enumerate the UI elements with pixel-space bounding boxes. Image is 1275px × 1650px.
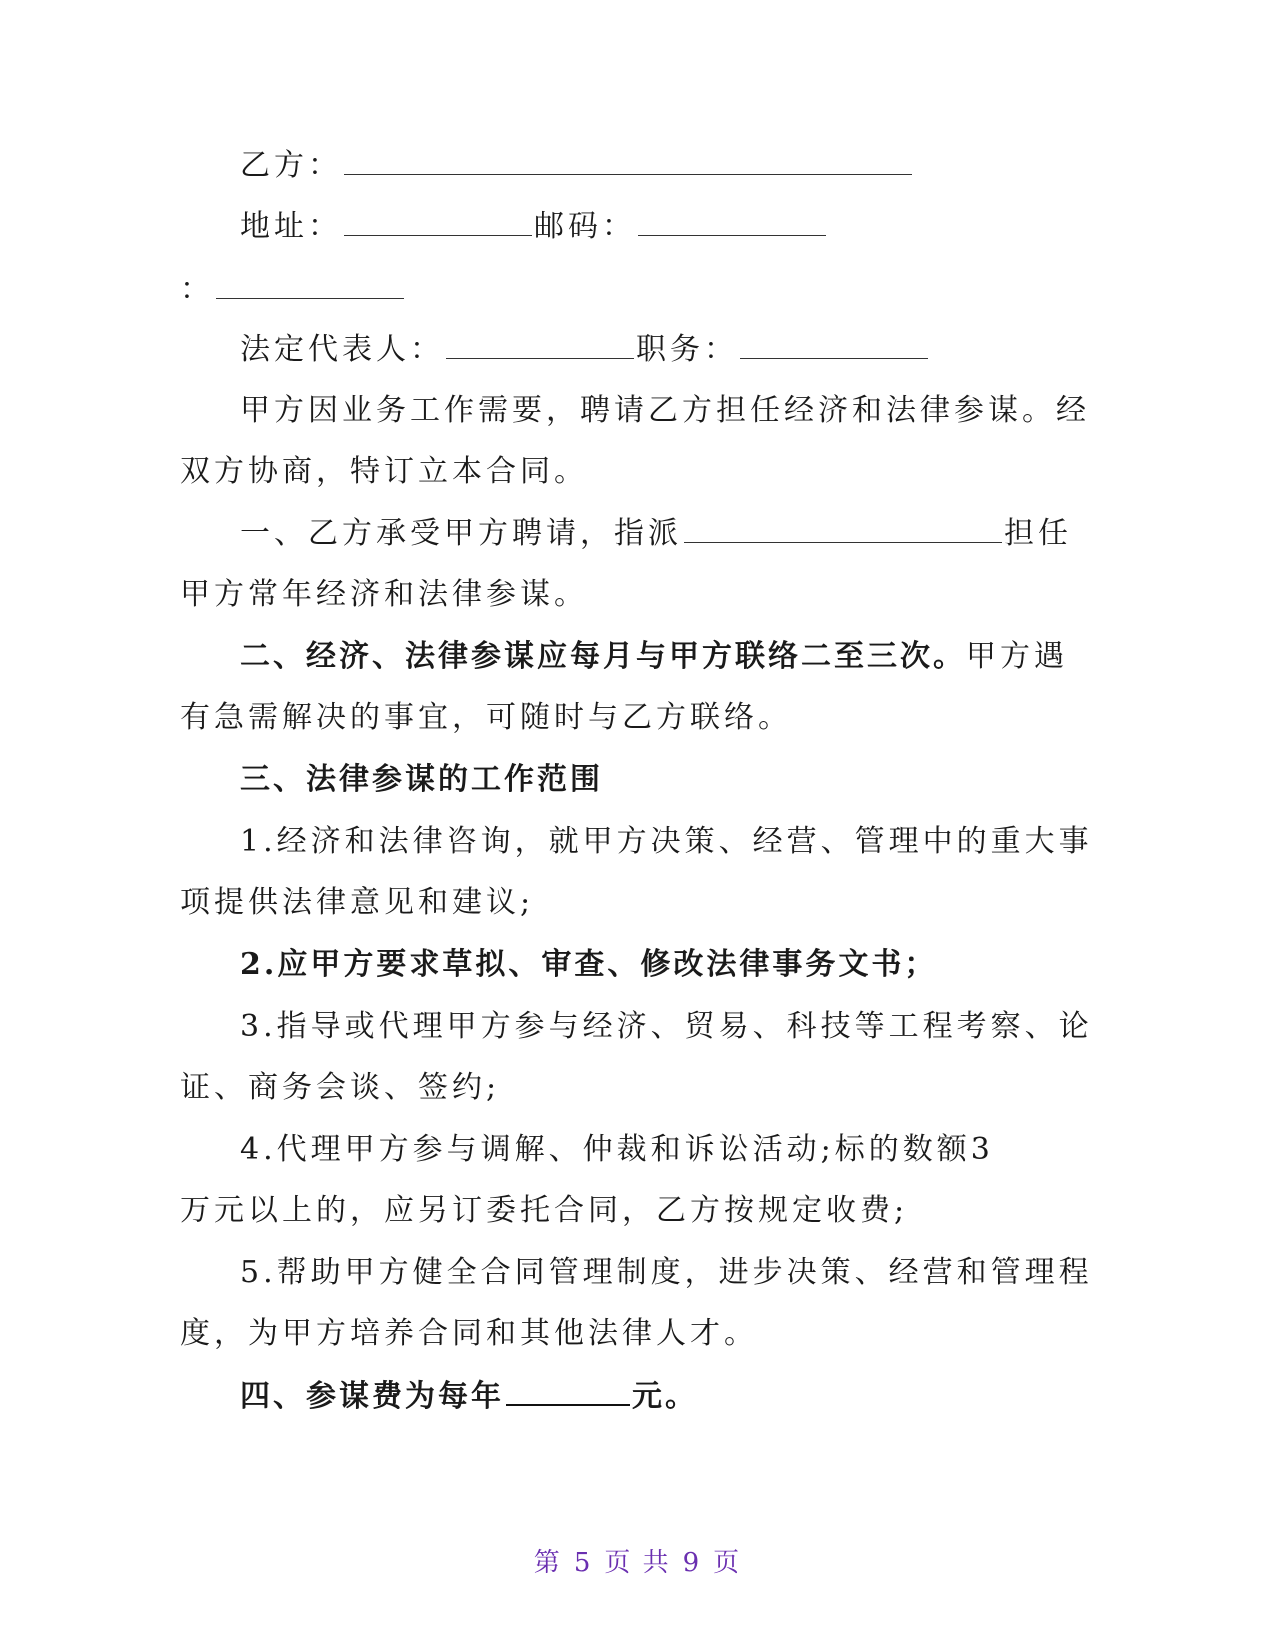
clause2-rest-text: 甲方遇 bbox=[966, 639, 1068, 674]
clause3-item2: 2.应甲方要求草拟、审查、修改法律事务文书； bbox=[240, 947, 938, 982]
clause2-bold-text: 二、经济、法律参谋应每月与甲方联络二至三次。 bbox=[240, 639, 966, 674]
party-b-blank bbox=[344, 148, 912, 175]
extra-label: ： bbox=[180, 272, 214, 307]
page-footer bbox=[0, 1542, 1275, 1579]
postcode-blank bbox=[638, 209, 826, 236]
position-blank bbox=[740, 332, 928, 359]
footer-suffix: 页 bbox=[713, 1548, 742, 1578]
clause3-item4-line1: 4.代理甲方参与调解、仲裁和诉讼活动;标的数额3 bbox=[240, 1132, 994, 1167]
footer-prefix: 第 bbox=[533, 1548, 562, 1578]
legal-rep-blank bbox=[446, 332, 634, 359]
clause1-line-2: 甲方常年经济和法律参谋。 bbox=[180, 577, 588, 612]
clause3-item4-line2: 万元以上的，应另订委托合同，乙方按规定收费; bbox=[180, 1193, 909, 1228]
extra-line bbox=[180, 270, 406, 310]
legal-rep-label: 法定代表人： bbox=[240, 332, 444, 367]
footer-total-pages: 9 bbox=[682, 1548, 702, 1578]
clause3-item1-line2: 项提供法律意见和建议; bbox=[180, 885, 535, 920]
clause4-blank bbox=[506, 1378, 630, 1406]
clause3-item3-line2: 证、商务会谈、签约; bbox=[180, 1070, 501, 1105]
clause1-text-end: 担任 bbox=[1004, 516, 1072, 551]
clause4-text-end: 元。 bbox=[632, 1379, 698, 1414]
address-label: 地址： bbox=[240, 209, 342, 244]
footer-middle: 页 共 bbox=[604, 1548, 671, 1578]
address-line bbox=[240, 207, 828, 247]
clause3-item1-line1: 1.经济和法律咨询，就甲方决策、经营、管理中的重大事 bbox=[240, 824, 1093, 859]
party-b-label: 乙方： bbox=[240, 148, 342, 183]
clause1-text: 一、乙方承受甲方聘请，指派 bbox=[240, 516, 682, 551]
legal-rep-line bbox=[240, 330, 930, 370]
clause4-line bbox=[240, 1377, 698, 1417]
clause3-heading: 三、法律参谋的工作范围 bbox=[240, 762, 603, 797]
address-blank bbox=[344, 209, 532, 236]
clause1-line-1 bbox=[240, 514, 1072, 554]
clause3-item5-line1: 5.帮助甲方健全合同管理制度，进步决策、经营和管理程 bbox=[240, 1255, 1093, 1290]
postcode-label: 邮码： bbox=[534, 209, 636, 244]
clause2-line-1 bbox=[240, 637, 1068, 677]
clause2-line-2: 有急需解决的事宜，可随时与乙方联络。 bbox=[180, 700, 792, 735]
intro-line-1: 甲方因业务工作需要，聘请乙方担任经济和法律参谋。经 bbox=[240, 393, 1090, 428]
clause1-blank bbox=[684, 516, 1002, 543]
intro-line-2: 双方协商，特订立本合同。 bbox=[180, 454, 588, 489]
party-b-line bbox=[240, 146, 914, 186]
footer-page-number: 5 bbox=[573, 1548, 593, 1578]
extra-blank bbox=[216, 272, 404, 299]
clause4-text: 四、参谋费为每年 bbox=[240, 1379, 504, 1414]
position-label: 职务： bbox=[636, 332, 738, 367]
clause3-item5-line2: 度，为甲方培养合同和其他法律人才。 bbox=[180, 1316, 758, 1351]
clause3-item3-line1: 3.指导或代理甲方参与经济、贸易、科技等工程考察、论 bbox=[240, 1009, 1093, 1044]
